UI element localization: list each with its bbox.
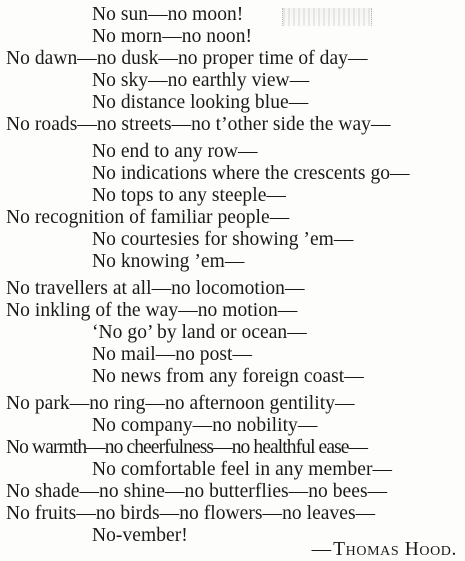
- poem-line: ‘No go’ by land or ocean—: [92, 322, 307, 343]
- poem-line: No sun—no moon!: [92, 4, 244, 25]
- poem-line: No mail—no post—: [92, 344, 253, 365]
- poem-line: No company—no nobility—: [92, 415, 318, 436]
- poem-line: No park—no ring—no afternoon gentility—: [6, 393, 355, 414]
- poem-line: No courtesies for showing ’em—: [92, 229, 354, 250]
- poem-line: No knowing ’em—: [92, 251, 245, 272]
- attribution-dash: —: [311, 539, 332, 560]
- poem-line: No warmth—no cheerfulness—no healthful ease—: [6, 437, 368, 458]
- poem-line: No recognition of familiar people—: [6, 207, 290, 228]
- poem-line: No-vember!: [92, 525, 188, 546]
- poem-line: No morn—no noon!: [92, 26, 253, 47]
- attribution: [312, 539, 457, 561]
- poem-line: No distance looking blue—: [92, 92, 309, 113]
- poem-line: No news from any foreign coast—: [92, 366, 364, 387]
- attribution-author: Thomas Hood.: [333, 539, 457, 560]
- ink-smear-mark: [282, 8, 372, 26]
- poem-line: No dawn—no dusk—no proper time of day—: [6, 48, 368, 69]
- poem-line: No travellers at all—no locomotion—: [6, 278, 305, 299]
- poem-line: No fruits—no birds—no flowers—no leaves—: [6, 503, 376, 524]
- poem-line: No sky—no earthly view—: [92, 70, 310, 91]
- poem-line: No roads—no streets—no t’other side the way—: [6, 114, 391, 135]
- poem-line: No inkling of the way—no motion—: [6, 300, 298, 321]
- poem-line: No indications where the crescents go—: [92, 163, 410, 184]
- poem-line: No tops to any steeple—: [92, 185, 286, 206]
- poem-line: No shade—no shine—no butterflies—no bees—: [6, 481, 388, 502]
- poem-line: No comfortable feel in any member—: [92, 459, 393, 480]
- poem-line: No end to any row—: [92, 141, 258, 162]
